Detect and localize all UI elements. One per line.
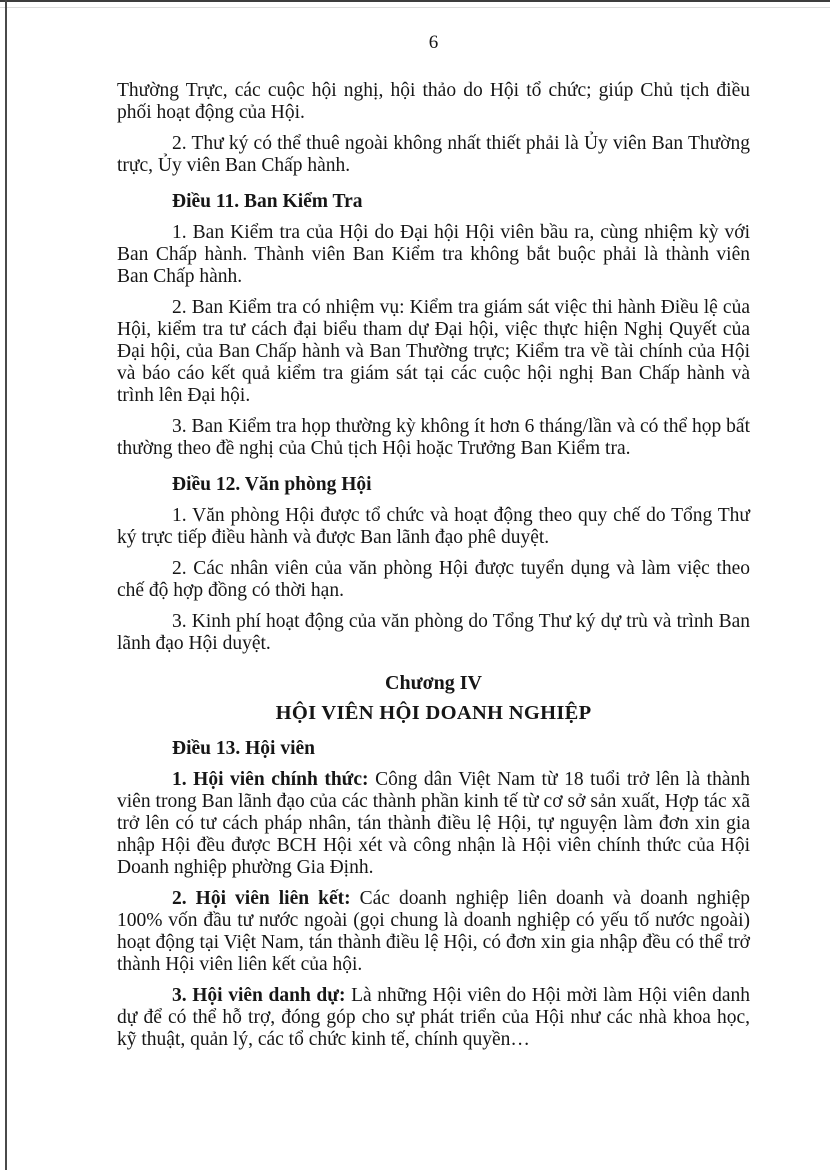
paragraph — [117, 769, 750, 879]
paragraph-lead: 2. Hội viên liên kết: — [172, 888, 351, 909]
scan-left-edge — [5, 0, 7, 1170]
paragraph: 1. Văn phòng Hội được tổ chức và hoạt động theo quy chế do Tổng Thư ký trực tiếp điều hành và được Ban lãnh đạo phê duyệt. — [117, 505, 750, 548]
paragraph-body: Là những Hội viên do Hội mời làm Hội viên danh dự để có thể hỗ trợ, đóng góp cho sự phát triển của Hội như các nhà khoa học, kỹ thuật, quản lý, các tổ chức kinh tế, chính quyền… — [117, 985, 750, 1050]
chapter-title: HỘI VIÊN HỘI DOANH NGHIỆP — [275, 702, 592, 724]
paragraph: 3. Ban Kiểm tra họp thường kỳ không ít hơn 6 tháng/lần và có thể họp bất thường theo đề nghị của Chủ tịch Hội hoặc Trưởng Ban Kiểm tra. — [117, 416, 750, 459]
paragraph-lead: 3. Hội viên danh dự: — [172, 985, 346, 1006]
paragraph — [117, 888, 750, 976]
paragraph: 2. Ban Kiểm tra có nhiệm vụ: Kiểm tra giám sát việc thi hành Điều lệ của Hội, kiểm tra tư cách đại biểu tham dự Đại hội, việc thực hiện Nghị Quyết của Đại hội, của Ban Chấp hành và Ban Thường trực; Kiểm tra về tài chính của Hội và báo cáo kết quả kiểm tra giám sát tại các cuộc hội nghị Ban Chấp hành và trình lên Đại hội. — [117, 297, 750, 406]
paragraph: Thường Trực, các cuộc hội nghị, hội thảo do Hội tổ chức; giúp Chủ tịch điều phối hoạt động của Hội. — [117, 80, 750, 123]
article-heading-dieu-11: Điều 11. Ban Kiểm Tra — [172, 191, 363, 212]
paragraph-lead: 1. Hội viên chính thức: — [172, 769, 369, 790]
scan-top-faint-line — [0, 7, 830, 8]
scan-top-edge — [0, 0, 830, 2]
paragraph-body: Các doanh nghiệp liên doanh và doanh nghiệp 100% vốn đầu tư nước ngoài (gọi chung là doanh nghiệp có yếu tố nước ngoài) hoạt động tại Việt Nam, tán thành điều lệ Hội, có đơn xin gia nhập đều có thể trở thành Hội viên liên kết của hội. — [117, 888, 750, 975]
paragraph: 1. Ban Kiểm tra của Hội do Đại hội Hội viên bầu ra, cùng nhiệm kỳ với Ban Chấp hành. Thành viên Ban Kiểm tra không bắt buộc phải là thành viên Ban Chấp hành. — [117, 222, 750, 287]
page-content — [117, 32, 750, 1051]
article-heading-dieu-13: Điều 13. Hội viên — [172, 738, 316, 759]
chapter-heading: Chương IV — [385, 672, 482, 694]
article-heading-dieu-12: Điều 12. Văn phòng Hội — [172, 474, 372, 495]
paragraph: 2. Các nhân viên của văn phòng Hội được tuyển dụng và làm việc theo chế độ hợp đồng có thời hạn. — [117, 558, 750, 601]
paragraph-body: Công dân Việt Nam từ 18 tuổi trở lên là thành viên trong Ban lãnh đạo của các thành phần kinh tế từ cơ sở sản xuất, Hợp tác xã trở lên có tư cách pháp nhân, tán thành điều lệ Hội, tự nguyện làm đơn xin gia nhập Hội đều được BCH Hội xét và công nhận là Hội viên chính thức của Hội Doanh nghiệp phường Gia Định. — [117, 769, 750, 878]
page-number: 6 — [428, 32, 439, 53]
paragraph: 2. Thư ký có thể thuê ngoài không nhất thiết phải là Ủy viên Ban Thường trực, Ủy viên Ban Chấp hành. — [117, 133, 750, 176]
paragraph: 3. Kinh phí hoạt động của văn phòng do Tổng Thư ký dự trù và trình Ban lãnh đạo Hội duyệt. — [117, 611, 750, 654]
paragraph — [117, 985, 750, 1051]
